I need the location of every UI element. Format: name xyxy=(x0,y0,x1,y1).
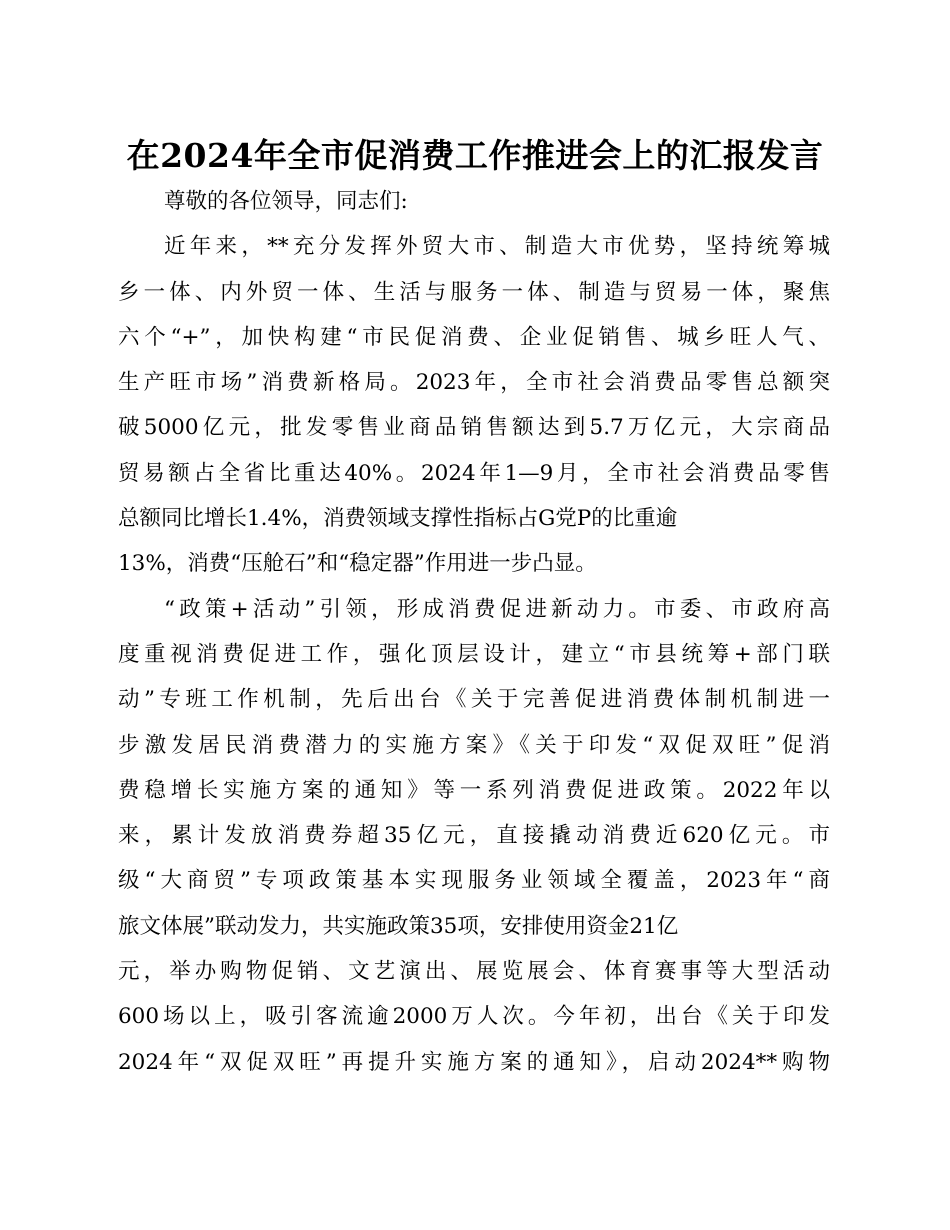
paragraph-line: 总额同比增长1.4%，消费领域支撑性指标占G党P的比重逾 xyxy=(118,506,678,532)
paragraph-line: 旅文体展”联动发力，共实施政策35项，安排使用资金21亿 xyxy=(118,913,679,939)
paragraph-line: 贸易额占全省比重达40%。2024年1—9月，全市社会消费品零售 xyxy=(118,460,830,486)
paragraph-line: 步激发居民消费潜力的实施方案》《关于印发“双促双旺”促消 xyxy=(118,732,830,758)
paragraph-line: “政策+活动”引领，形成消费促进新动力。市委、市政府高 xyxy=(164,596,830,622)
paragraph-2 xyxy=(118,587,830,1085)
document-title: 在2024年全市促消费工作推进会上的汇报发言 xyxy=(126,136,824,175)
paragraph-line: 度重视消费促进工作，强化顶层设计，建立“市县统筹+部门联 xyxy=(118,641,830,667)
document-body xyxy=(118,179,830,1085)
paragraph-line: 生产旺市场”消费新格局。2023年，全市社会消费品零售总额突 xyxy=(118,370,830,396)
paragraph-line: 费稳增长实施方案的通知》等一系列消费促进政策。2022年以 xyxy=(118,777,830,803)
paragraph-line: 破5000亿元，批发零售业商品销售额达到5.7万亿元，大宗商品 xyxy=(118,415,830,441)
paragraph-line: 元，举办购物促销、文艺演出、展览展会、体育赛事等大型活动 xyxy=(118,959,830,985)
paragraph-1 xyxy=(118,224,830,586)
paragraph-line: 2024年“双促双旺”再提升实施方案的通知》，启动2024**购物 xyxy=(118,1049,830,1075)
paragraph-line: 600场以上，吸引客流逾2000万人次。今年初，出台《关于印发 xyxy=(118,1004,830,1030)
paragraph-line: 乡一体、内外贸一体、生活与服务一体、制造与贸易一体，聚焦 xyxy=(118,279,830,305)
paragraph-line: 近年来，**充分发挥外贸大市、制造大市优势，坚持统筹城 xyxy=(164,234,830,260)
paragraph-line: 来，累计发放消费券超35亿元，直接撬动消费近620亿元。市 xyxy=(118,823,830,849)
paragraph-line: 13%，消费“压舱石”和“稳定器”作用进一步凸显。 xyxy=(118,551,597,577)
paragraph-line: 六个“+”，加快构建“市民促消费、企业促销售、城乡旺人气、 xyxy=(118,324,830,350)
paragraph-line: 动”专班工作机制，先后出台《关于完善促进消费体制机制进一 xyxy=(118,687,830,713)
paragraph-line: 级“大商贸”专项政策基本实现服务业领域全覆盖，2023年“商 xyxy=(118,868,830,894)
salutation: 尊敬的各位领导，同志们: xyxy=(164,189,408,214)
